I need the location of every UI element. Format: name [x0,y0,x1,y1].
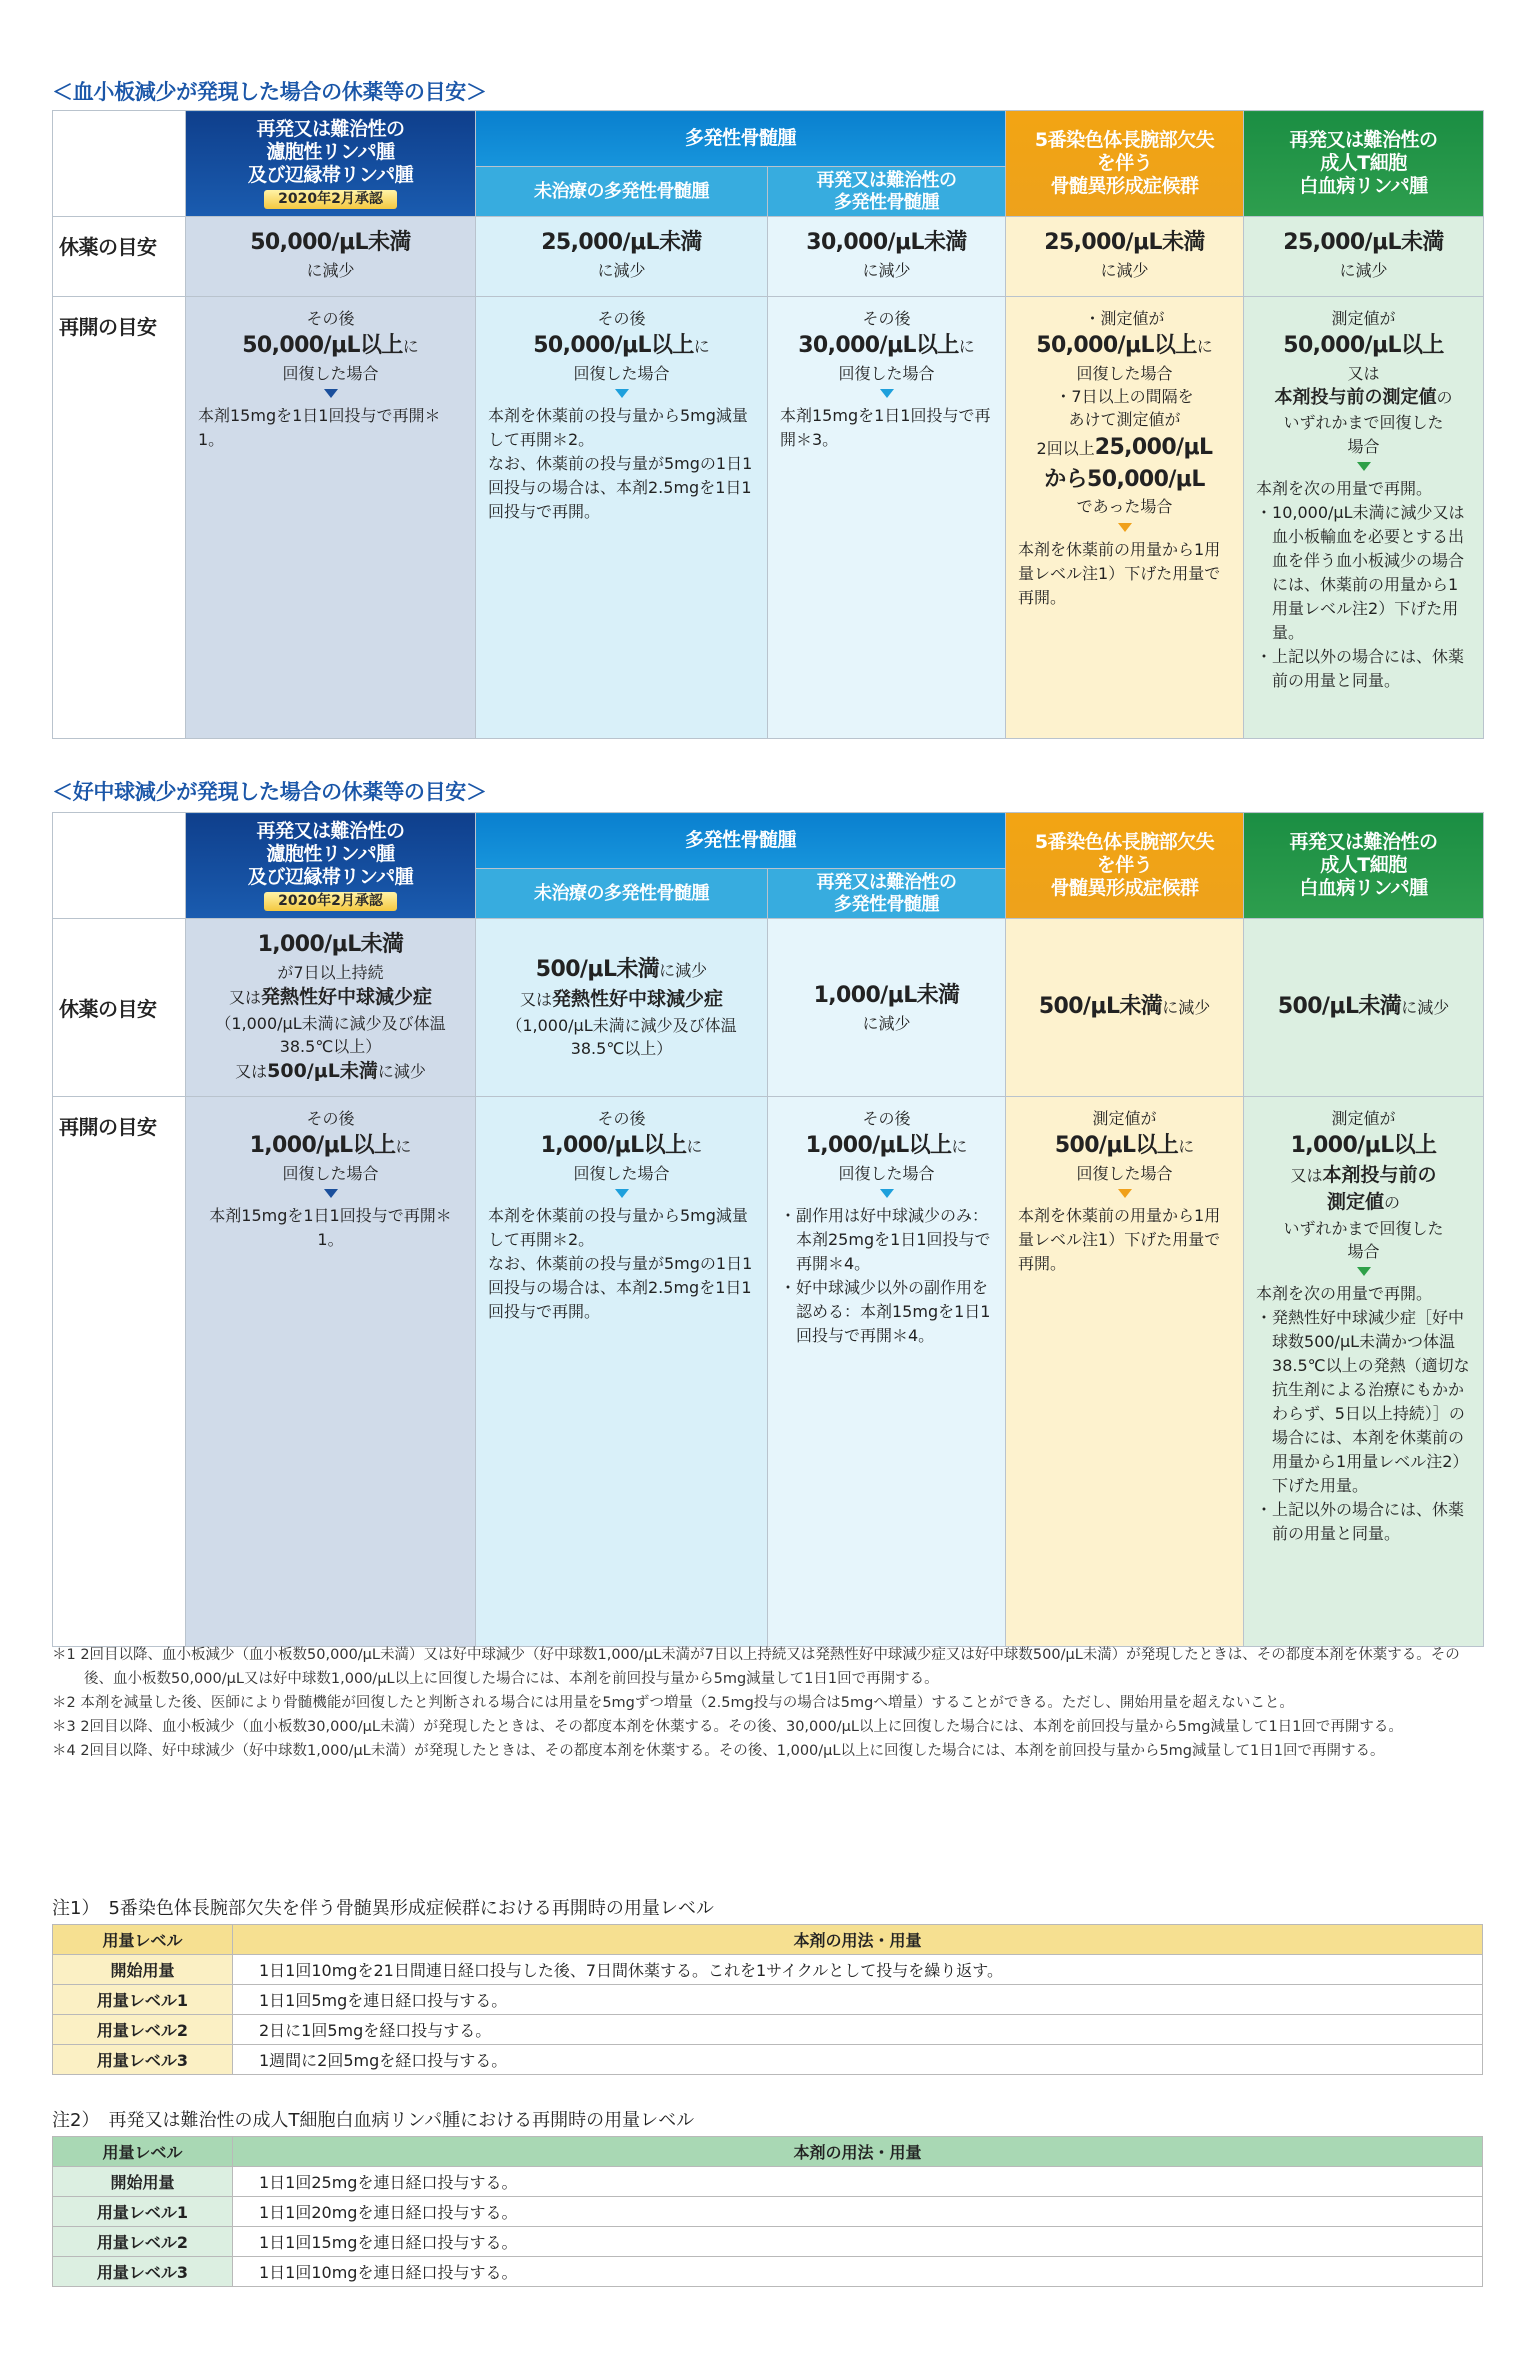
header-multiple-myeloma: 多発性骨髄腫 [476,813,1006,869]
stop-threshold: 500/μL未満 [535,957,660,983]
header-follicular-lymphoma [186,111,476,217]
arrow-down-icon [1357,462,1371,471]
stop-line: 又は [228,988,261,1008]
approval-badge: 2020年2月承認 [264,190,397,209]
resume-pre: その後 [597,309,646,328]
note2-title: 注2） 再発又は難治性の成人T細胞白血病リンパ腫における再開時の用量レベル [52,2110,695,2131]
arrow-down-icon [615,1189,629,1198]
resume-suffix: に [402,337,419,357]
resume-threshold: 500/μL以上 [1054,1132,1179,1158]
resume-line: 又は [1290,1165,1323,1185]
resume-cell [186,1096,476,1646]
stop-cell [1006,919,1244,1097]
resume-line: いずれかまで回復した [1283,413,1444,433]
resume-suffix: に [1178,1136,1195,1156]
resume-bullet: ・10,000/μL未満に減少又は血小板輸血を必要とする出血を伴う血小板減少の場合には、休薬前の用量から1用量レベル注2）下げた用量。 [1256,502,1465,642]
approval-badge: 2020年2月承認 [264,892,397,911]
resume-line: 又は [1347,364,1380,384]
stop-note: に減少 [1100,260,1149,280]
resume-line: 2回以上 [1036,438,1095,458]
resume-body: 本剤を次の用量で再開。 [1256,1284,1433,1304]
resume-cell [476,297,768,739]
resume-threshold: 50,000/μL以上 [1283,333,1444,359]
dose-level: 用量レベル1 [53,2197,233,2227]
resume-pre: その後 [862,309,911,328]
resume-line: ・7日以上の間隔を [1055,387,1194,407]
stop-cell [1006,217,1244,297]
arrow-down-icon [324,1189,338,1198]
resume-line: 場合 [1347,436,1380,456]
stop-threshold: 発熱性好中球減少症 [552,988,724,1011]
row-label-resume: 再開の目安 [53,1096,186,1646]
header-mds: 5番染色体長腕部欠失 を伴う 骨髄異形成症候群 [1006,111,1244,217]
stop-cell [1244,217,1484,297]
resume-pre: その後 [862,1108,911,1128]
resume-threshold: 1,000/μL以上 [249,1132,396,1158]
resume-suffix: の [1436,388,1453,408]
resume-post: 回復した場合 [282,1163,379,1183]
resume-cell [186,297,476,739]
dose-regimen: 1日1回10mgを21日間連日経口投与した後、7日間休薬する。これを1サイクルとして投与を繰り返す。 [233,1955,1483,1985]
resume-threshold: 1,000/μL以上 [805,1132,952,1158]
stop-threshold: 500/μL未満 [267,1060,378,1082]
header-follicular-label: 再発又は難治性の 濾胞性リンパ腫 及び辺縁帯リンパ腫 [247,117,414,186]
resume-threshold: 50,000/μL以上 [1036,333,1197,359]
dose-regimen: 1日1回15mgを連日経口投与する。 [233,2227,1483,2257]
header-multiple-myeloma: 多発性骨髄腫 [476,111,1006,167]
resume-threshold: 25,000/μL [1094,434,1213,460]
header-mm-relapsed: 再発又は難治性の 多発性骨髄腫 [768,167,1006,217]
neutrophil-table [52,812,1484,1647]
stop-line: が7日以上持続 [277,962,384,982]
resume-body: 本剤15mgを1日1回投与で再開＊3。 [780,406,991,450]
platelet-table [52,110,1484,739]
stop-threshold: 発熱性好中球減少症 [261,986,433,1009]
resume-threshold: 本剤投与前の測定値 [1274,387,1437,409]
stop-note: に減少 [1339,260,1388,280]
footnote: ＊3 2回目以降、血小板減少（血小板数30,000/μL未満）が発現したときは、その都度本剤を休薬する。その後、30,000/μL以上に回復した場合には、本剤を前回投与量から5mg減量して1日1回で再開する。 [52,1718,1403,1735]
resume-post: 回復した場合 [838,364,935,384]
stop-line: （1,000/μL未満に減少及び体温38.5℃以上） [215,1013,446,1056]
resume-post: 回復した場合 [282,364,379,384]
header-mm-untreated: 未治療の多発性骨髄腫 [476,167,768,217]
footnote: ＊4 2回目以降、好中球減少（好中球数1,000/μL未満）が発現したときは、その都度本剤を休薬する。その後、1,000/μL以上に回復した場合には、本剤を前回投与量から5mg減量して1日1回で再開する。 [52,1742,1385,1759]
stop-threshold: 500/μL未満 [1277,994,1402,1020]
resume-threshold: 測定値 [1327,1191,1385,1214]
header-mds: 5番染色体長腕部欠失 を伴う 骨髄異形成症候群 [1006,813,1244,919]
stop-note: に減少 [1401,998,1450,1018]
dose-level: 用量レベル1 [53,1985,233,2015]
dose-head-regimen: 本剤の用法・用量 [233,2137,1483,2167]
resume-cell [1244,297,1484,739]
header-atl: 再発又は難治性の 成人T細胞 白血病リンパ腫 [1244,111,1484,217]
dose-level: 開始用量 [53,1955,233,1985]
resume-threshold: 本剤投与前の [1322,1163,1437,1186]
resume-body: 本剤を休薬前の用量から1用量レベル注1）下げた用量で再開。 [1018,1205,1221,1273]
header-mm-untreated: 未治療の多発性骨髄腫 [476,869,768,919]
stop-cell [186,217,476,297]
header-corner [53,813,186,919]
stop-note: に減少 [1162,998,1211,1018]
stop-line: （1,000/μL未満に減少及び体温38.5℃以上） [506,1015,737,1058]
stop-cell [186,919,476,1097]
dose-level: 用量レベル3 [53,2045,233,2075]
resume-cell [768,297,1006,739]
resume-line: 回復した場合 [1076,364,1173,384]
stop-line: に減少 [659,961,708,981]
dose-level: 用量レベル3 [53,2257,233,2287]
footnote: ＊1 2回目以降、血小板減少（血小板数50,000/μL未満）又は好中球減少（好中球数1,000/μL未満が7日以上持続又は発熱性好中球減少症又は好中球数500/μL未満）が発現したときは、その都度本剤を休薬する。その後、血小板数50,000/μL又は好中球数1,000/μL以上に回復した場合には、本剤を前回投与量から5mg減量して1日1回で再開する。 [52,1647,1460,1687]
arrow-down-icon [615,389,629,398]
resume-suffix: の [1384,1193,1401,1213]
arrow-down-icon [1118,1189,1132,1198]
arrow-down-icon [880,389,894,398]
resume-threshold: から50,000/μL [1044,466,1205,492]
stop-note: に減少 [306,260,355,280]
resume-cell [1006,1096,1244,1646]
resume-suffix: に [1196,337,1213,357]
header-atl: 再発又は難治性の 成人T細胞 白血病リンパ腫 [1244,813,1484,919]
resume-threshold: 30,000/μL以上 [798,333,959,359]
stop-threshold: 25,000/μL未満 [1044,230,1205,255]
resume-body: 本剤15mgを1日1回投与で再開＊1。 [198,406,441,450]
stop-line: に減少 [377,1062,426,1081]
resume-body: なお、休薬前の投与量が5mgの1日1回投与の場合は、本剤2.5mgを1日1回投与で再開。 [488,1253,753,1321]
stop-cell [476,217,768,297]
stop-threshold: 1,000/μL未満 [257,932,404,957]
row-label-stop: 休薬の目安 [53,919,186,1097]
stop-threshold: 30,000/μL未満 [806,230,967,255]
resume-post: 回復した場合 [1076,1163,1173,1183]
row-label-resume: 再開の目安 [53,297,186,739]
resume-line: 場合 [1347,1241,1380,1261]
footnotes [52,1644,1483,1764]
stop-note: に減少 [862,1013,911,1033]
dose-level: 用量レベル2 [53,2227,233,2257]
resume-bullet: ・上記以外の場合には、休薬前の用量と同量。 [1256,1500,1465,1544]
resume-body: なお、休薬前の投与量が5mgの1日1回投与の場合は、本剤2.5mgを1日1回投与で再開。 [488,454,753,522]
resume-suffix: に [958,337,975,357]
resume-body: 本剤を休薬前の用量から1用量レベル注1）下げた用量で再開。 [1018,539,1221,607]
header-corner [53,111,186,217]
resume-cell [476,1096,768,1646]
stop-threshold: 50,000/μL未満 [250,230,411,255]
stop-line: 又は [519,990,552,1010]
resume-pre: その後 [306,309,355,328]
dose-regimen: 1日1回10mgを連日経口投与する。 [233,2257,1483,2287]
arrow-down-icon [1357,1267,1371,1276]
arrow-down-icon [1118,523,1132,532]
dose-regimen: 1日1回25mgを連日経口投与する。 [233,2167,1483,2197]
stop-cell [768,919,1006,1097]
resume-post: 回復した場合 [838,1163,935,1183]
stop-cell [768,217,1006,297]
dose-regimen: 1日1回20mgを連日経口投与する。 [233,2197,1483,2227]
resume-suffix: に [395,1136,412,1156]
dose-regimen: 1週間に2回5mgを経口投与する。 [233,2045,1483,2075]
stop-line: 又は [235,1062,268,1081]
resume-cell [1006,297,1244,739]
header-follicular-lymphoma [186,813,476,919]
dose-regimen: 2日に1回5mgを経口投与する。 [233,2015,1483,2045]
resume-suffix: に [951,1136,968,1156]
stop-note: に減少 [862,260,911,280]
resume-suffix: に [686,1136,703,1156]
resume-line: いずれかまで回復した [1283,1218,1444,1238]
resume-suffix: に [693,337,710,357]
stop-threshold: 25,000/μL未満 [1283,230,1444,255]
resume-pre: 測定値が [1331,1108,1396,1128]
resume-line: 測定値が [1331,309,1396,328]
resume-bullet: ・発熱性好中球減少症［好中球数500/μL未満かつ体温38.5℃以上の発熱（適切な抗生剤による治療にもかかわらず、5日以上持続）］の場合には、本剤を休薬前の用量から1用量レベル注2）下げた用量。 [1256,1308,1470,1496]
resume-bullet: ・副作用は好中球減少のみ：本剤25mgを1日1回投与で再開＊4。 [780,1205,991,1273]
resume-pre: その後 [597,1108,646,1128]
dose-regimen: 1日1回5mgを連日経口投与する。 [233,1985,1483,2015]
note1-dose-table [52,1924,1483,2075]
resume-threshold: 1,000/μL以上 [540,1132,687,1158]
dose-head-level: 用量レベル [53,2137,233,2167]
resume-post: 回復した場合 [573,364,670,384]
neutrophil-section-title: ＜好中球減少が発現した場合の休薬等の目安＞ [52,780,487,804]
resume-cell [768,1096,1006,1646]
resume-bullet: ・好中球減少以外の副作用を認める：本剤15mgを1日1回投与で再開＊4。 [780,1277,991,1345]
stop-cell [476,919,768,1097]
row-label-stop: 休薬の目安 [53,217,186,297]
dose-level: 用量レベル2 [53,2015,233,2045]
note1-title: 注1） 5番染色体長腕部欠失を伴う骨髄異形成症候群における再開時の用量レベル [52,1898,714,1919]
stop-threshold: 1,000/μL未満 [813,982,960,1008]
resume-line: であった場合 [1076,497,1173,517]
stop-cell [1244,919,1484,1097]
resume-line: ・測定値が [1084,309,1165,328]
arrow-down-icon [880,1189,894,1198]
resume-bullet: ・上記以外の場合には、休薬前の用量と同量。 [1256,646,1465,690]
resume-threshold: 50,000/μL以上 [242,333,403,359]
dose-head-regimen: 本剤の用法・用量 [233,1925,1483,1955]
arrow-down-icon [324,389,338,398]
dose-level: 開始用量 [53,2167,233,2197]
resume-body: 本剤を次の用量で再開。 [1256,478,1433,498]
resume-threshold: 1,000/μL以上 [1290,1132,1437,1158]
header-follicular-label: 再発又は難治性の 濾胞性リンパ腫 及び辺縁帯リンパ腫 [247,819,414,888]
stop-note: に減少 [597,260,646,280]
platelet-section-title: ＜血小板減少が発現した場合の休薬等の目安＞ [52,80,487,104]
footnote: ＊2 本剤を減量した後、医師により骨髄機能が回復したと判断される場合には用量を5mgずつ増量（2.5mg投与の場合は5mgへ増量）することができる。ただし、開始用量を超えないこと。 [52,1694,1294,1711]
resume-body: 本剤を休薬前の投与量から5mg減量して再開＊2。 [488,1205,748,1249]
resume-body: 本剤15mgを1日1回投与で再開＊1。 [209,1205,452,1249]
stop-threshold: 25,000/μL未満 [541,230,702,255]
resume-post: 回復した場合 [573,1163,670,1183]
header-mm-relapsed: 再発又は難治性の 多発性骨髄腫 [768,869,1006,919]
note2-dose-table [52,2136,1483,2287]
stop-threshold: 500/μL未満 [1038,994,1163,1020]
resume-line: あけて測定値が [1068,410,1181,430]
resume-cell [1244,1096,1484,1646]
resume-pre: 測定値が [1092,1108,1157,1128]
resume-body: 本剤を休薬前の投与量から5mg減量して再開＊2。 [488,406,748,450]
dose-head-level: 用量レベル [53,1925,233,1955]
resume-pre: その後 [306,1108,355,1128]
resume-threshold: 50,000/μL以上 [533,333,694,359]
